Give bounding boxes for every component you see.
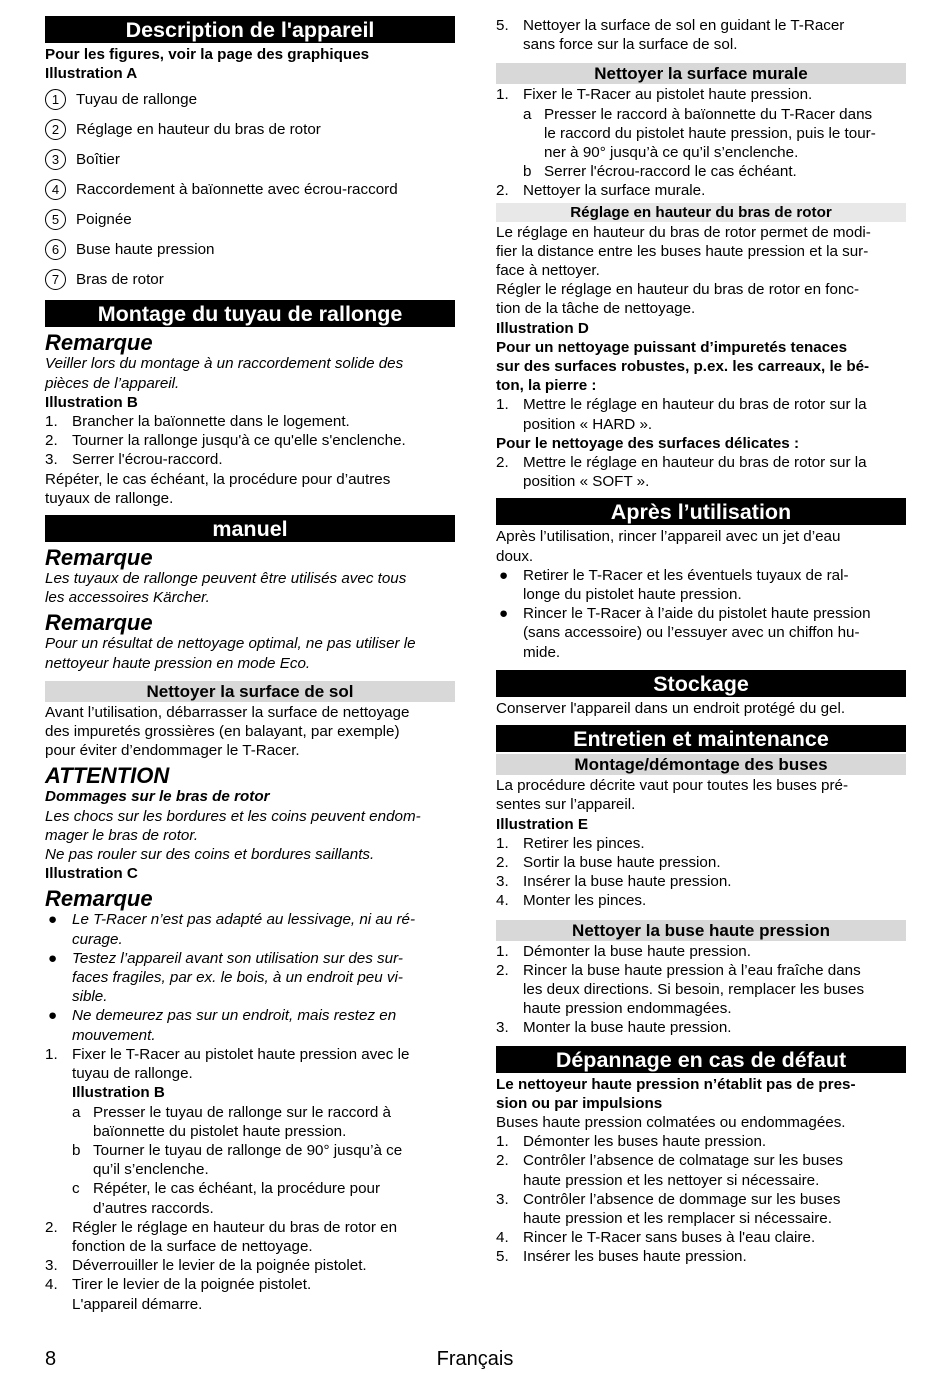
list-item: b Serrer l'écrou-raccord le cas échéant. [523,163,797,181]
list-item: 1. Fixer le T-Racer au pistolet haute pression avec le tuyau de rallonge. Illustration B [45,1045,455,1103]
list-item: 3. Contrôler l’absence de dommage sur les buses haute pression et les remplacer si nécessaire. [496,1190,841,1227]
component-item: 5 Poignée [45,204,455,234]
note-heading: Remarque [45,610,153,636]
section-title-apres: Après l’utilisation [496,498,906,525]
list-item: 1. Fixer le T-Racer au pistolet haute pression. [496,86,813,104]
page-number: 8 [45,1348,57,1370]
list-item: 2. Mettre le réglage en hauteur du bras de rotor sur la position « SOFT ». [496,454,867,491]
number-circle-icon: 1 [45,89,66,110]
number-circle-icon: 7 [45,269,66,290]
number-circle-icon: 4 [45,179,66,200]
list-item: 1. Mettre le réglage en hauteur du bras de rotor sur la position « HARD ». [496,396,867,433]
number-circle-icon: 3 [45,149,66,170]
list-item: ● Testez l’appareil avant son utilisation sur des sur- faces fragiles, par ex. le bois, à un endroit peu vi- sible. [48,949,403,1006]
list-item: ● Retirer le T-Racer et les éventuels tuyaux de ral- longe du pistolet haute pression. [499,566,849,604]
bullet-icon: ● [499,566,509,584]
illustration-ref: Illustration E [496,815,588,833]
bullet-icon: ● [499,605,509,623]
list-item: 5. Insérer les buses haute pression. [496,1248,747,1266]
list-item: ● Le T-Racer n’est pas adapté au lessivage, ni au ré- curage. [48,911,416,948]
list-item: b Tourner le tuyau de rallonge de 90° jusqu’à ce qu’il s’enclenche. [72,1141,403,1179]
component-list [45,84,455,294]
note-heading: Remarque [45,330,153,356]
footer-language: Français [436,1348,514,1370]
subsection-title-murale: Nettoyer la surface murale [496,63,906,84]
section-title-manuel: manuel [45,515,455,542]
subsection-title-sol: Nettoyer la surface de sol [45,681,455,702]
section-title-description: Description de l'appareil [45,16,455,43]
list-item: ● Rincer le T-Racer à l’aide du pistolet haute pression (sans accessoire) ou l’essuyer avec un chiffon hu- mide. [499,605,871,661]
illustration-ref: Illustration A [45,65,138,83]
list-item: 4. Monter les pinces. [496,892,647,910]
number-circle-icon: 5 [45,209,66,230]
list-item: 1. Brancher la baïonnette dans le logement. [45,413,350,431]
list-item: a Presser le raccord à baïonnette du T-Racer dans le raccord du pistolet haute pression, puis le tour- ner à 90° jusqu’à ce qu’il s’enclenche. [523,105,876,162]
list-item: ● Ne demeurez pas sur un endroit, mais restez en mouvement. [48,1007,397,1044]
list-item: 1. Retirer les pinces. [496,834,645,852]
component-item: 4 Raccordement à baïonnette avec écrou-raccord [45,174,455,204]
component-item: 2 Réglage en hauteur du bras de rotor [45,114,455,144]
illustration-ref: Illustration C [45,865,138,883]
bullet-icon: ● [48,949,58,967]
list-item: 2. Sortir la buse haute pression. [496,853,721,871]
number-circle-icon: 6 [45,239,66,260]
list-item: a Presser le tuyau de rallonge sur le raccord à baïonnette du pistolet haute pression. [72,1103,391,1140]
list-item: 2. Rincer la buse haute pression à l’eau fraîche dans les deux directions. Si besoin, remplacer les buses haute pression endommagées. [496,961,865,1018]
left-column: Description de l'appareil Pour les figures, voir la page des graphiques Illustration A 1 Tuyau de rallonge 2 Réglage en hauteur du bras de rotor 3 Boîtier 4 Raccordement à baïonnette avec écrou-raccord 5 Poignée 6 Buse haute pression 7 Bras de rotor Montage du tuyau de rallonge Remarque Veiller lors du montage à un raccordement solide des pièces de l’appareil. Illustration B 1. Brancher la baïonnette dans le logement. 2. Tourner la rallonge jusqu'à ce qu'elle s'enclenche. 3. Serrer l'écrou-raccord. Répéter, le cas échéant, la procédure pour d’autres tuyaux de rallonge. manuel Remarque Les tuyaux de rallonge peuvent être utilisés avec tous les accessoires Kärcher. Remarque Pour un résultat de nettoyage optimal, ne pas utiliser le nettoyeur haute pression en mode Eco. Nettoyer la surface de sol Avant l’utilisation, débarrasser la surface de nettoyage des impuretés grossières (en balayant, par exemple) pour éviter d’endommager le T-Racer. ATTENTION Dommages sur le bras de rotor Les chocs sur les bordures et les coins peuvent endom- mager le bras de rotor. Ne pas rouler sur des coins et bordures saillants. Illustration C Remarque ● Le T-Racer n’est pas adapté au lessivage, ni au ré- curage. ● Testez l’appareil avant son utilisation sur des sur- faces fragiles, par ex. le bois, à un endroit peu vi- sible. ● Ne demeurez pas sur un endroit, mais restez en mouvement. 1. Fixer le T-Racer au pistolet haute pression avec le tuyau de rallonge. Illustration B a Presser le tuyau de rallonge sur le raccord à baïonnette du pistolet haute pression. b Tourner le tuyau de rallonge de 90° jusqu’à ce qu’il s’enclenche. c Répéter, le cas échéant, la procédure pour d’autres raccords. 2. Régler le réglage en hauteur du bras de rotor en fonction de la surface de nettoyage. 3. Déverrouiller le levier de la poignée pistolet. 4. Tirer le levier de la poignée pistolet. L'appareil démarre. [45,16,455,1314]
list-item: c Répéter, le cas échéant, la procédure pour d’autres raccords. [72,1180,381,1217]
list-item: 3. Déverrouiller le levier de la poignée pistolet. [45,1257,367,1275]
list-item: 1. Démonter la buse haute pression. [496,942,751,960]
list-item: 4. Tirer le levier de la poignée pistolet. L'appareil démarre. [45,1276,312,1313]
list-item: 4. Rincer le T-Racer sans buses à l'eau claire. [496,1229,816,1247]
note-heading: Remarque [45,545,153,571]
bullet-icon: ● [48,1007,58,1025]
list-item: 2. Tourner la rallonge jusqu'à ce qu'elle s'enclenche. [45,432,406,450]
list-item: 2. Nettoyer la surface murale. [496,182,706,200]
illustration-ref: Illustration B [45,393,138,411]
list-item: 3. Monter la buse haute pression. [496,1019,732,1037]
component-item: 6 Buse haute pression [45,234,455,264]
number-circle-icon: 2 [45,119,66,140]
list-item: 3. Insérer la buse haute pression. [496,873,732,891]
bullet-icon: ● [48,911,58,929]
subsection-title-reglage: Réglage en hauteur du bras de rotor [496,203,906,222]
section-title-stockage: Stockage [496,670,906,697]
list-item: 1. Démonter les buses haute pression. [496,1133,767,1151]
note-heading: Remarque [45,886,153,912]
illustration-ref: Illustration D [496,319,589,337]
list-item: 3. Serrer l'écrou-raccord. [45,451,223,469]
figures-note: Pour les figures, voir la page des graphiques [45,46,370,63]
section-title-entretien: Entretien et maintenance [496,725,906,752]
right-column: 5. Nettoyer la surface de sol en guidant le T-Racer sans force sur la surface de sol. Nettoyer la surface murale 1. Fixer le T-Racer au pistolet haute pression. a Presser le raccord à baïonnette du T-Racer dans le raccord du pistolet haute pression, puis le tour- ner à 90° jusqu’à ce qu’il s’enclenche. b Serrer l'écrou-raccord le cas échéant. 2. Nettoyer la surface murale. Réglage en hauteur du bras de rotor Le réglage en hauteur du bras de rotor permet de modi- fier la distance entre les buses haute pression et la sur- face à nettoyer. Régler le réglage en hauteur du bras de rotor en fonc- tion de la tâche de nettoyage. Illustration D Pour un nettoyage puissant d’impuretés tenaces sur des surfaces robustes, p.ex. les carreaux, le bé- ton, la pierre : 1. Mettre le réglage en hauteur du bras de rotor sur la position « HARD ». Pour le nettoyage des surfaces délicates : 2. Mettre le réglage en hauteur du bras de rotor sur la position « SOFT ». Après l’utilisation Après l’utilisation, rincer l’appareil avec un jet d’eau doux. ● Retirer le T-Racer et les éventuels tuyaux de ral- longe du pistolet haute pression. ● Rincer le T-Racer à l’aide du pistolet haute pression (sans accessoire) ou l’essuyer avec un chiffon hu- mide. Stockage Conserver l'appareil dans un endroit protégé du gel. Entretien et maintenance Montage/démontage des buses La procédure décrite vaut pour toutes les buses pré- sentes sur l’appareil. Illustration E 1. Retirer les pinces. 2. Sortir la buse haute pression. 3. Insérer la buse haute pression. 4. Monter les pinces. Nettoyer la buse haute pression 1. Démonter la buse haute pression. 2. Rincer la buse haute pression à l’eau fraîche dans les deux directions. Si besoin, remplacer les buses haute pression endommagées. 3. Monter la buse haute pression. Dépannage en cas de défaut Le nettoyeur haute pression n’établit pas de pres- sion ou par impulsions Buses haute pression colmatées ou endommagées. 1. Démonter les buses haute pression. 2. Contrôler l’absence de colmatage sur les buses haute pression et les nettoyer si nécessaire. 3. Contrôler l’absence de dommage sur les buses haute pression et les remplacer si nécessaire. 4. Rincer le T-Racer sans buses à l'eau claire. 5. Insérer les buses haute pression. [496,16,906,1267]
component-item: 3 Boîtier [45,144,455,174]
list-item: 5. Nettoyer la surface de sol en guidant le T-Racer sans force sur la surface de sol. [496,17,845,54]
component-item: 1 Tuyau de rallonge [45,84,455,114]
list-item: 2. Régler le réglage en hauteur du bras de rotor en fonction de la surface de nettoyage. [45,1218,398,1255]
subsection-title-buses: Montage/démontage des buses [496,754,906,775]
component-item: 7 Bras de rotor [45,264,455,294]
section-title-montage: Montage du tuyau de rallonge [45,300,455,327]
subsection-title-nettoyer-buse: Nettoyer la buse haute pression [496,920,906,941]
warning-heading: ATTENTION [45,763,170,789]
list-item: 2. Contrôler l’absence de colmatage sur les buses haute pression et les nettoyer si nécessaire. [496,1152,843,1189]
section-title-depannage: Dépannage en cas de défaut [496,1046,906,1073]
illustration-ref: Illustration B [72,1084,165,1102]
